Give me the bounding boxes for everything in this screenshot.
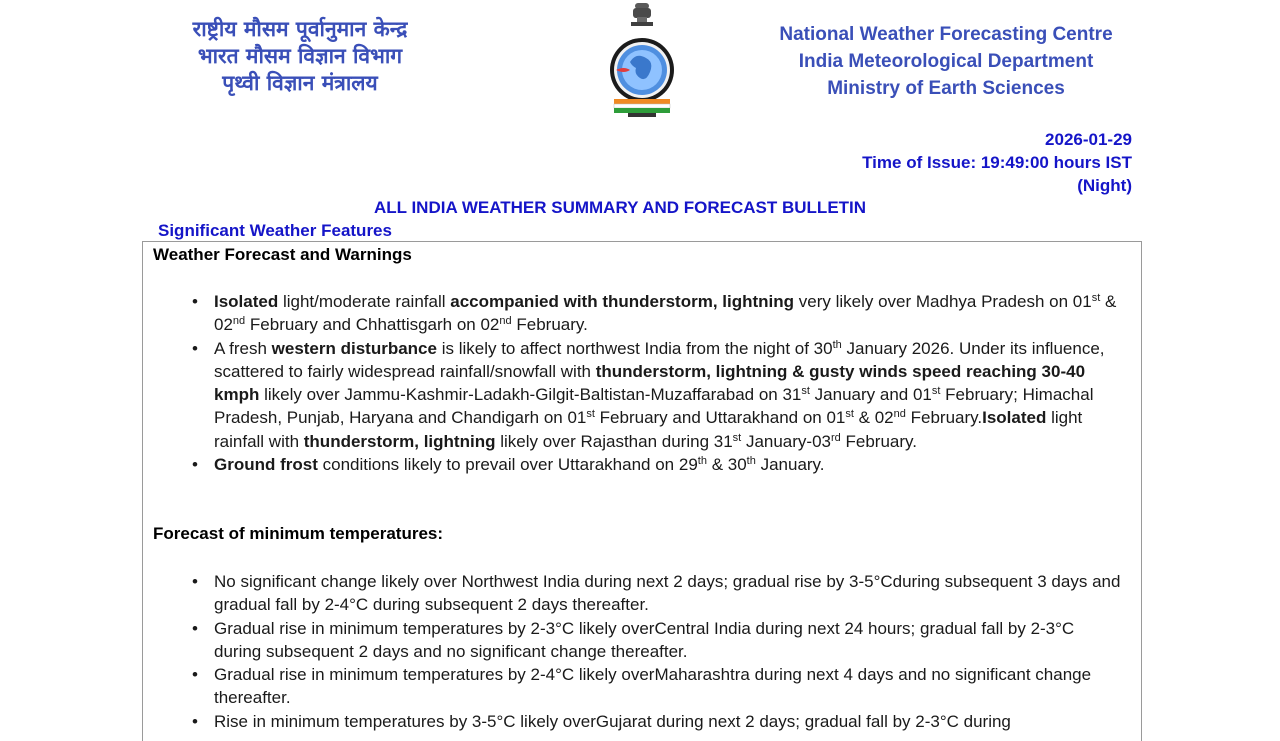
forecast-warnings-list [214,290,1126,476]
english-header-line-3: Ministry of Earth Sciences [827,78,1065,99]
english-header-line-1: National Weather Forecasting Centre [779,24,1113,45]
english-header-line-2: India Meteorological Department [798,51,1094,72]
issue-time: Time of Issue: 19:49:00 hours IST [862,153,1132,172]
english-header [770,21,1122,102]
list-item: • Ground frost conditions likely to prevail over Uttarakhand on 29th & 30th January. [214,453,1126,476]
issue-info [862,128,1132,197]
list-item: • No significant change likely over Northwest India during next 2 days; gradual rise by 3-5°Cduring subsequent 3 days and gradual fall by 2-4°C during subsequent 2 days thereafter. [214,570,1126,617]
imd-emblem-icon [606,0,678,118]
list-item: • Gradual rise in minimum temperatures by 2-4°C likely overMaharashtra during next 4 days and no significant change thereafter. [214,663,1126,710]
hindi-header [150,16,450,97]
min-temperatures-list [214,570,1126,733]
list-item: • A fresh western disturbance is likely to affect northwest India from the night of 30th January 2026. Under its influence, scattered to fairly widespread rainfall/snowfall with thunderstorm, lightning & gusty winds speed reaching 30-40 kmph likely over Jammu-Kashmir-Ladakh-Gilgit-Baltistan-Muzaffarabad on 31st January and 01st February; Himachal Pradesh, Punjab, Haryana and Chandigarh on 01st February and Uttarakhand on 01st & 02nd February.Isolated light rainfall with thunderstorm, lightning likely over Rajasthan during 31st January-03rd February. [214,337,1126,453]
list-item: • Isolated light/moderate rainfall accompanied with thunderstorm, lightning very likely over Madhya Pradesh on 01st & 02nd February and Chhattisgarh on 02nd February. [214,290,1126,337]
issue-period: (Night) [1077,176,1132,195]
bulletin-title: ALL INDIA WEATHER SUMMARY AND FORECAST BULLETIN [374,198,867,217]
significant-features-label: Significant Weather Features [158,221,392,240]
hindi-header-line-3: पृथ्वी विज्ञान मंत्रालय [222,71,378,95]
list-item: • Rise in minimum temperatures by 3-5°C likely overGujarat during next 2 days; gradual fall by 2-3°C during [214,710,1126,733]
min-temperatures-heading: Forecast of minimum temperatures: [153,524,444,543]
hindi-header-line-1: राष्ट्रीय मौसम पूर्वानुमान केन्द्र [192,17,408,41]
hindi-header-line-2: भारत मौसम विज्ञान विभाग [197,44,403,68]
forecast-warnings-heading: Weather Forecast and Warnings [153,245,412,264]
issue-date: 2026-01-29 [1045,130,1132,149]
list-item: • Gradual rise in minimum temperatures by 2-3°C likely overCentral India during next 24 hours; gradual fall by 2-3°C during subsequent 2 days and no significant change thereafter. [214,617,1126,664]
